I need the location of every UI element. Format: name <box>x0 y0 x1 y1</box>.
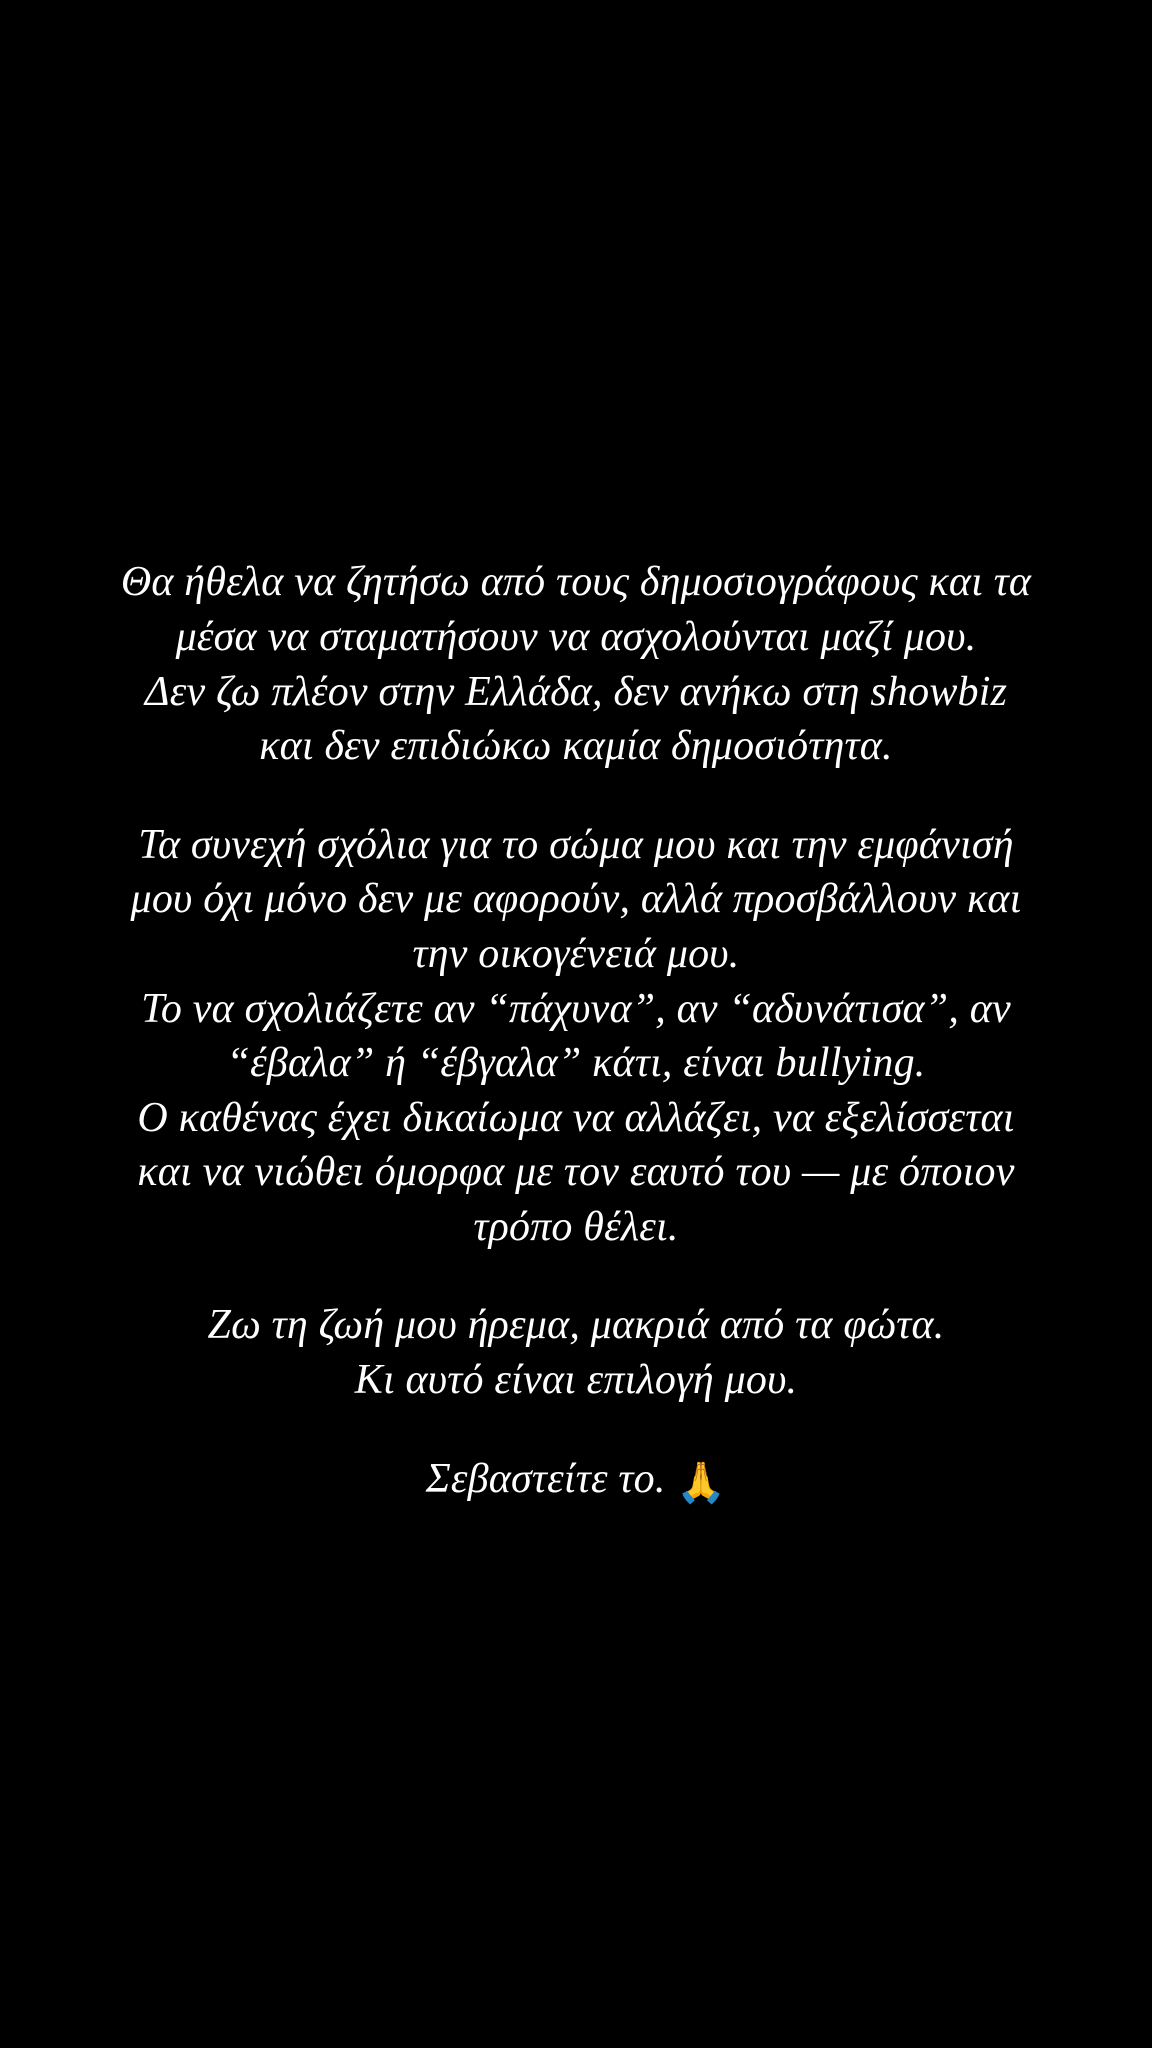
story-line: μου όχι μόνο δεν με αφορούν, αλλά προσβάλλουν και <box>130 876 1022 923</box>
story-line: Το να σχολιάζετε αν “πάχυνα”, αν “αδυνάτισα”, αν <box>141 985 1011 1032</box>
story-line: Θα ήθελα να ζητήσω από τους δημοσιογράφους και τα <box>120 559 1032 606</box>
story-paragraph-4 <box>51 1452 1101 1509</box>
story-closing-line <box>51 1452 1101 1509</box>
story-line-text: Σεβαστείτε το. <box>425 1455 666 1502</box>
story-line: Ο καθένας έχει δικαίωμα να αλλάζει, να εξελίσσεται <box>137 1094 1015 1141</box>
story-line: Τα συνεχή σχόλια για το σώμα μου και την εμφάνισή <box>138 821 1014 868</box>
folded-hands-icon: 🙏 <box>676 1459 727 1506</box>
story-line: και δεν επιδιώκω καμία δημοσιότητα. <box>259 723 893 770</box>
story-line: τρόπο θέλει. <box>473 1203 679 1250</box>
story-paragraph-1 <box>51 555 1101 773</box>
story-paragraph-3 <box>51 1298 1101 1407</box>
story-line: Δεν ζω πλέον στην Ελλάδα, δεν ανήκω στη showbiz <box>144 668 1008 715</box>
story-paragraph-2 <box>51 818 1101 1255</box>
story-line: Ζω τη ζωή μου ήρεμα, μακριά από τα φώτα. <box>207 1302 945 1349</box>
story-line: και να νιώθει όμορφα με τον εαυτό του — με όποιον <box>137 1149 1015 1196</box>
story-line: “έβαλα” ή “έβγαλα” κάτι, είναι bullying. <box>226 1040 926 1087</box>
story-text-block <box>31 555 1121 1508</box>
story-line: την οικογένειά μου. <box>412 930 740 977</box>
story-line: Κι αυτό είναι επιλογή μου. <box>354 1357 798 1404</box>
story-line: μέσα να σταματήσουν να ασχολούνται μαζί μου. <box>175 613 977 660</box>
